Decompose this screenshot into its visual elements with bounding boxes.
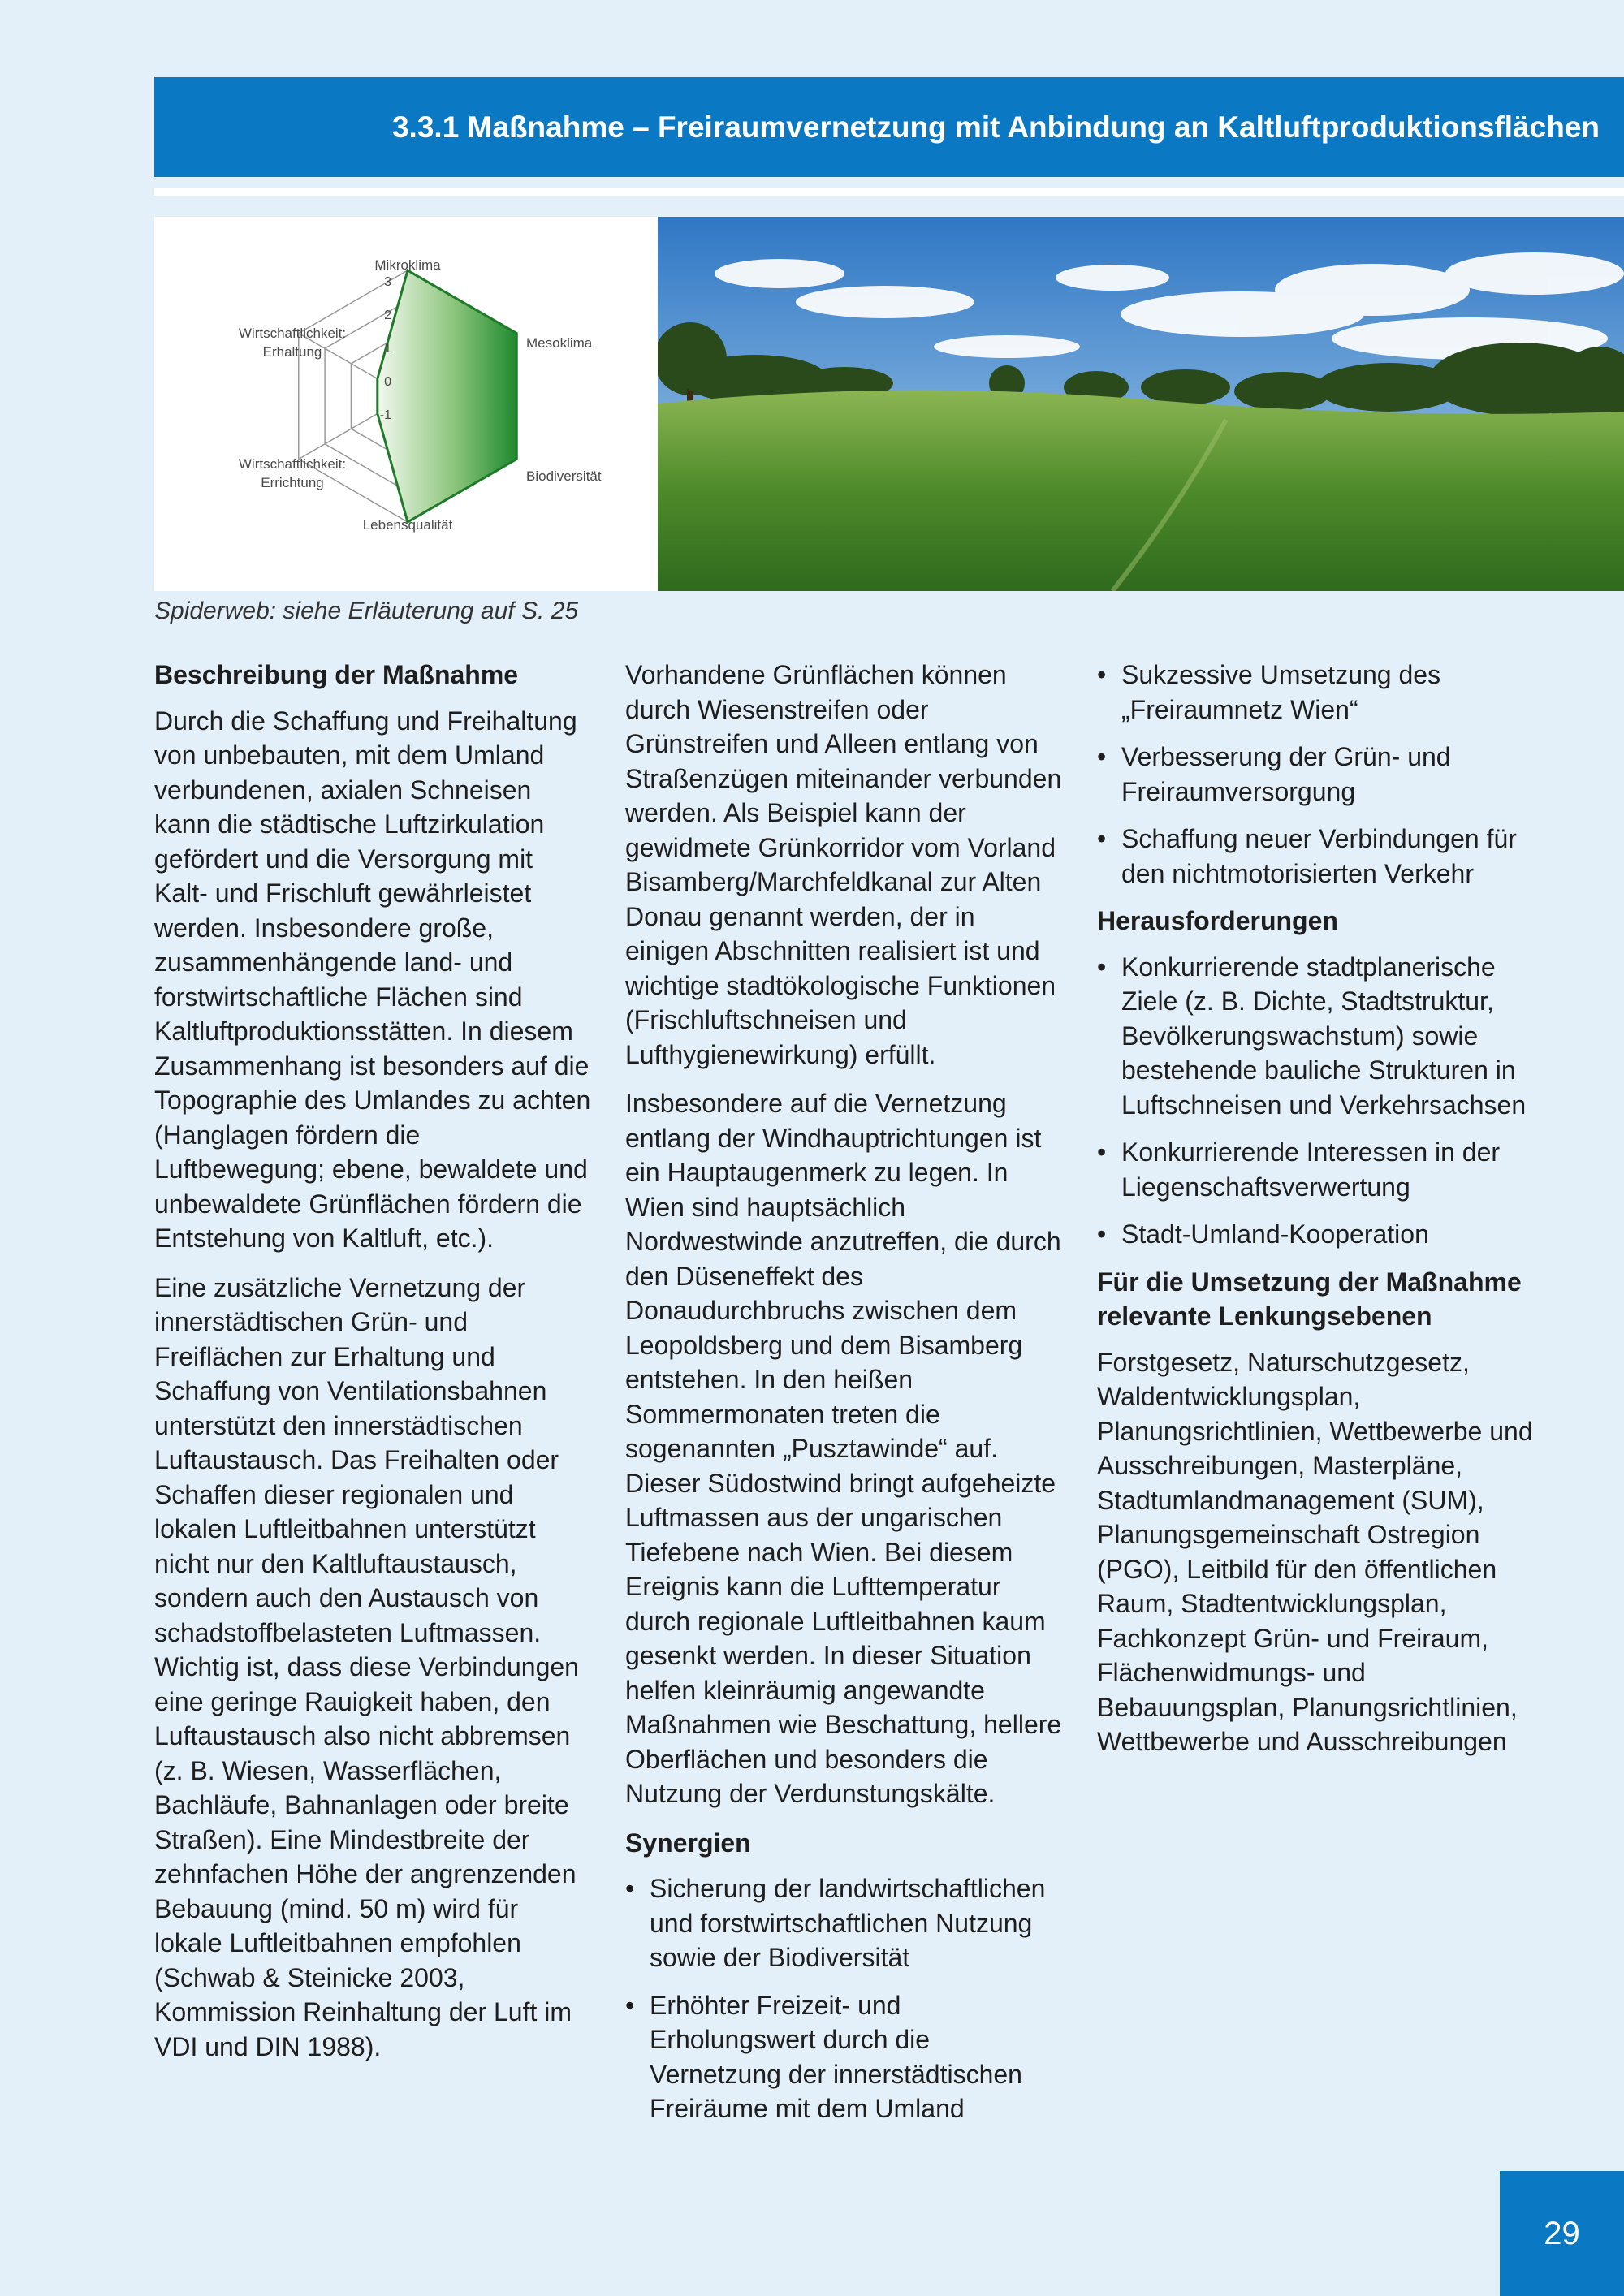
list-item: • Erhöhter Freizeit- und Erholungswert durch die Vernetzung der innerstädtischen Freiräume mit dem Umland <box>625 1988 1064 2126</box>
section-header-bar <box>154 77 1624 177</box>
spiderweb-scale-3: 3 <box>384 275 391 289</box>
list-item: • Sicherung der landwirtschaftlichen und forstwirtschaftlichen Nutzung sowie der Biodiversität <box>625 1871 1064 1975</box>
paragraph: Eine zusätzliche Vernetzung der innerstädtischen Grün- und Freiflächen zur Erhaltung und Schaffung von Ventilationsbahnen unterstützt den innerstädtischen Luftaustausch. Das Freihalten oder Schaffen dieser regionalen und lokalen Luftleitbahnen unterstützt nicht nur den Kaltluftaustausch, sondern auch den Austausch von schadstoffbelasteten Luftmassen. Wichtig ist, dass diese Verbindungen eine geringe Rauigkeit haben, den Luftaustausch also nicht abbremsen (z. B. Wiesen, Wasserflächen, Bachläufe, Bahnanlagen oder breite Straßen). Eine Mindestbreite der zehnfachen Höhe der angrenzenden Bebauung (mind. 50 m) wird für lokale Luftleitbahnen empfohlen (Schwab & Steinicke 2003, Kommission Reinhaltung der Luft im VDI und DIN 1988). <box>154 1272 579 2061</box>
bullet-icon: • <box>1097 824 1107 853</box>
spiderweb-label-top: Mikroklima <box>374 257 441 273</box>
spiderweb-score-area <box>378 270 516 522</box>
bullet-icon: • <box>1097 742 1107 771</box>
spiderweb-label-upper-left-2: Erhaltung <box>262 344 322 360</box>
spiderweb-label-lower-right: Biodiversität <box>526 468 602 484</box>
list-item: • Sukzessive Umsetzung des „Freiraumnetz Wien“ <box>1097 658 1543 727</box>
bullet-icon: • <box>1097 660 1107 689</box>
column-2 <box>625 658 1064 2139</box>
spiderweb-label-lower-left-1: Wirtschaftlichkeit: <box>238 456 347 472</box>
spiderweb-label-upper-left-1: Wirtschaftlichkeit: <box>238 326 347 341</box>
page-number-box <box>1500 2171 1624 2296</box>
section-title: 3.3.1 Maßnahme – Freiraumvernetzung mit Anbindung an Kaltluftproduktionsflächen <box>391 110 1600 144</box>
list-item: • Schaffung neuer Verbindungen für den nichtmotorisierten Verkehr <box>1097 822 1543 891</box>
heading-synergien: Synergien <box>625 1828 751 1858</box>
paragraph: Forstgesetz, Naturschutzgesetz, Waldentwicklungsplan, Planungsrichtlinien, Wettbewerbe und Ausschreibungen, Masterpläne, Stadtumlandmanagement (SUM), Planungsgemeinschaft Ostregion (PGO), Leitbild für den öffentlichen Raum, Stadtentwicklungsplan, Fachkonzept Grün- und Freiraum, Flächenwidmungs- und Bebauungsplan, Planungsrichtlinien, Wettbewerbe und Ausschreibungen <box>1097 1347 1533 1756</box>
bullet-icon: • <box>1097 952 1107 982</box>
column-1 <box>154 658 593 2078</box>
bullet-icon: • <box>1097 1219 1107 1249</box>
bullet-icon: • <box>625 1990 635 2020</box>
spiderweb-label-upper-right: Mesoklima <box>526 335 593 351</box>
heading-beschreibung: Beschreibung der Maßnahme <box>154 660 519 689</box>
header-divider <box>154 188 1624 196</box>
spiderweb-scale-0: 0 <box>384 375 391 389</box>
synergien-list-continued <box>1097 658 1543 891</box>
spiderweb-scale-1: 1 <box>384 342 391 356</box>
list-item: • Verbesserung der Grün- und Freiraumversorgung <box>1097 740 1543 809</box>
heading-lenkungsebenen: Für die Umsetzung der Maßnahme relevante Lenkungsebenen <box>1097 1267 1522 1331</box>
spiderweb-scale-2: 2 <box>384 309 391 322</box>
paragraph: Vorhandene Grünflächen können durch Wiesenstreifen oder Grünstreifen und Alleen entlang von Straßenzügen miteinander verbunden werden. Als Beispiel kann der gewidmete Grünkorridor vom Vorland Bisamberg/Marchfeldkanal zur Alten Donau genannt werden, der in einigen Abschnitten realisiert ist und wichtige stadtökologische Funktionen (Frischluftschneisen und Lufthygienewirkung) erfüllt. <box>625 660 1062 1069</box>
page-number: 29 <box>1544 2216 1580 2251</box>
list-item: • Konkurrierende Interessen in der Liegenschaftsverwertung <box>1097 1135 1543 1204</box>
column-3 <box>1097 658 1543 1774</box>
paragraph: Insbesondere auf die Vernetzung entlang der Windhauptrichtungen ist ein Hauptaugenmerk zu legen. In Wien sind hauptsächlich Nordwestwinde anzutreffen, die durch den Düseneffekt des Donaudurchbruchs zwischen dem Leopoldsberg und dem Bisamberg entstehen. In den heißen Sommermonaten treten die sogenannten „Pusztawinde“ auf. Dieser Südostwind bringt aufgeheizte Luftmassen aus der ungarischen Tiefebene nach Wien. Bei diesem Ereignis kann die Lufttemperatur durch regionale Luftleitbahnen kaum gesenkt werden. In dieser Situation helfen kleinräumig angewandte Maßnahmen wie Beschattung, hellere Oberflächen und besonders die Nutzung der Verdunstungskälte. <box>625 1089 1062 1808</box>
spiderweb-svg <box>154 217 658 591</box>
list-item: • Konkurrierende stadtplanerische Ziele (z. B. Dichte, Stadtstruktur, Bevölkerungswachstum) sowie bestehende bauliche Strukturen in Luftschneisen und Verkehrsachsen <box>1097 950 1543 1123</box>
bullet-icon: • <box>625 1874 635 1903</box>
synergien-list <box>625 1871 1064 2126</box>
spiderweb-chart <box>154 217 658 591</box>
spiderweb-label-bottom: Lebensqualität <box>362 517 453 533</box>
heading-herausforderungen: Herausforderungen <box>1097 906 1338 935</box>
list-item: • Stadt-Umland-Kooperation <box>1097 1217 1543 1252</box>
figure-caption: Spiderweb: siehe Erläuterung auf S. 25 <box>154 598 578 624</box>
spiderweb-label-lower-left-2: Errichtung <box>261 475 324 490</box>
spiderweb-scale-minus-1: -1 <box>379 408 391 422</box>
paragraph: Durch die Schaffung und Freihaltung von unbebauten, mit dem Umland verbundenen, axialen Schneisen kann die städtische Luftzirkulation gefördert und die Versorgung mit Kalt- und Frischluft gewährleistet werden. Insbesondere große, zusammenhängende land- und forstwirtschaftliche Flächen sind Kaltluftproduktionsstätten. In diesem Zusammenhang ist besonders auf die Topographie des Umlandes zu achten (Hanglagen fördern die Luftbewegung; ebene, bewaldete und unbewaldete Grünflächen fördern die Entstehung von Kaltluft, etc.). <box>154 706 591 1253</box>
meadow-landscape-photo <box>658 217 1624 591</box>
herausforderungen-list <box>1097 950 1543 1252</box>
bullet-icon: • <box>1097 1137 1107 1167</box>
